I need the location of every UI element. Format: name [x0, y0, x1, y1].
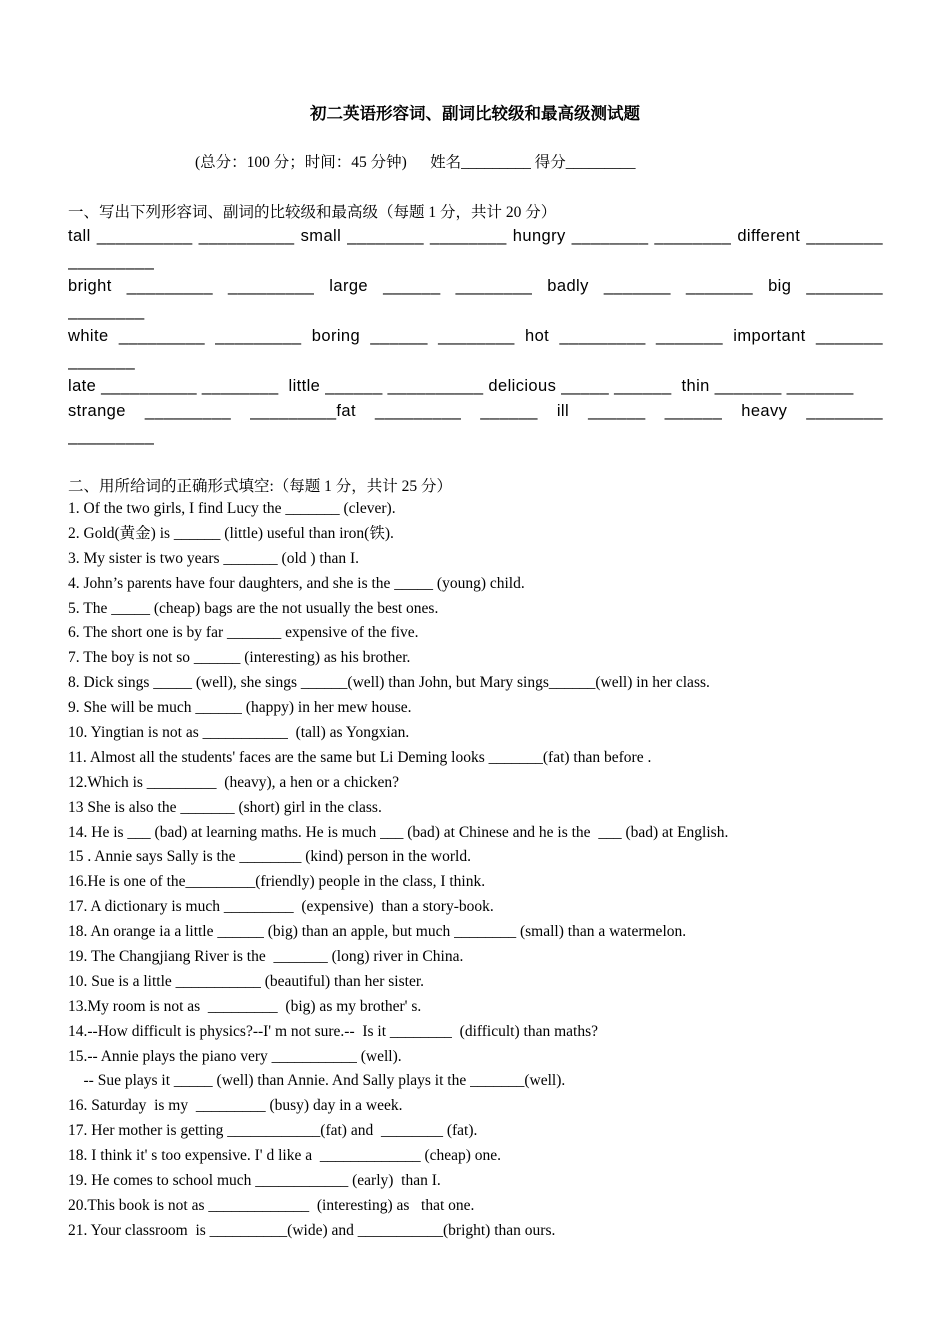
- section1-heading: 一、写出下列形容词、副词的比较级和最高级（每题 1 分，共计 20 分）: [68, 204, 557, 221]
- question-item: 2. Gold(黄金) is ______ (little) useful than iron(铁).: [68, 524, 394, 542]
- question-item: 8. Dick sings _____ (well), she sings ______(well) than John, but Mary sings______(well) in her class.: [68, 674, 710, 692]
- question-item: 20.This book is not as _____________ (interesting) as that one.: [68, 1196, 475, 1214]
- question-item: 16.He is one of the_________(friendly) people in the class, I think.: [68, 873, 486, 891]
- adjective-line: tall __________ __________ small ________ ________ hungry ________ ________ different ________: [68, 227, 883, 245]
- question-item: 21. Your classroom is __________(wide) and ___________(bright) than ours.: [68, 1221, 556, 1239]
- question-item: 15.-- Annie plays the piano very ___________ (well).: [68, 1047, 402, 1065]
- section2-heading: 二、用所给词的正确形式填空:（每题 1 分，共计 25 分）: [68, 478, 453, 495]
- adjective-line-wrap: _________: [68, 427, 155, 445]
- adjective-line-wrap: _________: [68, 252, 155, 270]
- question-item: 10. Yingtian is not as ___________ (tall) as Yongxian.: [68, 724, 410, 742]
- page-title: 初二英语形容词、副词比较级和最高级测试题: [310, 104, 640, 123]
- adjective-line: bright _________ _________ large ______ ________ badly _______ _______ big ________: [68, 277, 883, 295]
- question-item: 3. My sister is two years _______ (old ) than I.: [68, 549, 360, 567]
- adjective-line: late __________ ________ little ______ __________ delicious _____ ______ thin _______ _______: [68, 377, 854, 395]
- adjective-line: white _________ _________ boring ______ ________ hot _________ _______ important _______: [68, 327, 883, 345]
- question-item: 9. She will be much ______ (happy) in her mew house.: [68, 699, 412, 717]
- question-item: 19. The Changjiang River is the _______ (long) river in China.: [68, 948, 464, 966]
- question-item: 16. Saturday is my _________ (busy) day in a week.: [68, 1097, 403, 1115]
- question-item: 11. Almost all the students' faces are the same but Li Deming looks _______(fat) than before .: [68, 748, 652, 766]
- question-item: 15 . Annie says Sally is the ________ (kind) person in the world.: [68, 848, 471, 866]
- question-item: 4. John’s parents have four daughters, and she is the _____ (young) child.: [68, 574, 525, 592]
- question-item: 14.--How difficult is physics?--I' m not sure.-- Is it ________ (difficult) than maths?: [68, 1022, 598, 1040]
- score-info-line: (总分：100 分；时间：45 分钟) 姓名_________ 得分_________: [195, 154, 636, 171]
- question-item: 12.Which is _________ (heavy), a hen or a chicken?: [68, 773, 399, 791]
- question-item: 10. Sue is a little ___________ (beautiful) than her sister.: [68, 972, 425, 990]
- question-item: 5. The _____ (cheap) bags are the not usually the best ones.: [68, 599, 439, 617]
- question-item: -- Sue plays it _____ (well) than Annie. And Sally plays it the _______(well).: [68, 1072, 566, 1090]
- question-item: 17. Her mother is getting ____________(fat) and ________ (fat).: [68, 1122, 478, 1140]
- question-item: 1. Of the two girls, I find Lucy the _______ (clever).: [68, 500, 396, 517]
- question-item: 6. The short one is by far _______ expensive of the five.: [68, 624, 419, 642]
- question-item: 18. I think it' s too expensive. I' d like a _____________ (cheap) one.: [68, 1147, 502, 1165]
- question-item: 17. A dictionary is much _________ (expensive) than a story-book.: [68, 898, 494, 916]
- question-item: 13.My room is not as _________ (big) as my brother' s.: [68, 997, 422, 1015]
- question-item: 19. He comes to school much ____________ (early) than I.: [68, 1172, 441, 1190]
- question-item: 7. The boy is not so ______ (interesting) as his brother.: [68, 649, 411, 667]
- question-list: [68, 497, 908, 1244]
- adjective-line-wrap: _______: [68, 352, 136, 370]
- adjective-line: strange _________ _________fat _________ ______ ill ______ ______ heavy ________: [68, 402, 883, 420]
- question-item: 14. He is ___ (bad) at learning maths. He is much ___ (bad) at Chinese and he is the ___ (bad) at English.: [68, 823, 729, 841]
- question-item: 13 She is also the _______ (short) girl in the class.: [68, 798, 382, 816]
- adjective-line-wrap: ________: [68, 302, 145, 320]
- question-item: 18. An orange ia a little ______ (big) than an apple, but much ________ (small) than a watermelon.: [68, 923, 687, 941]
